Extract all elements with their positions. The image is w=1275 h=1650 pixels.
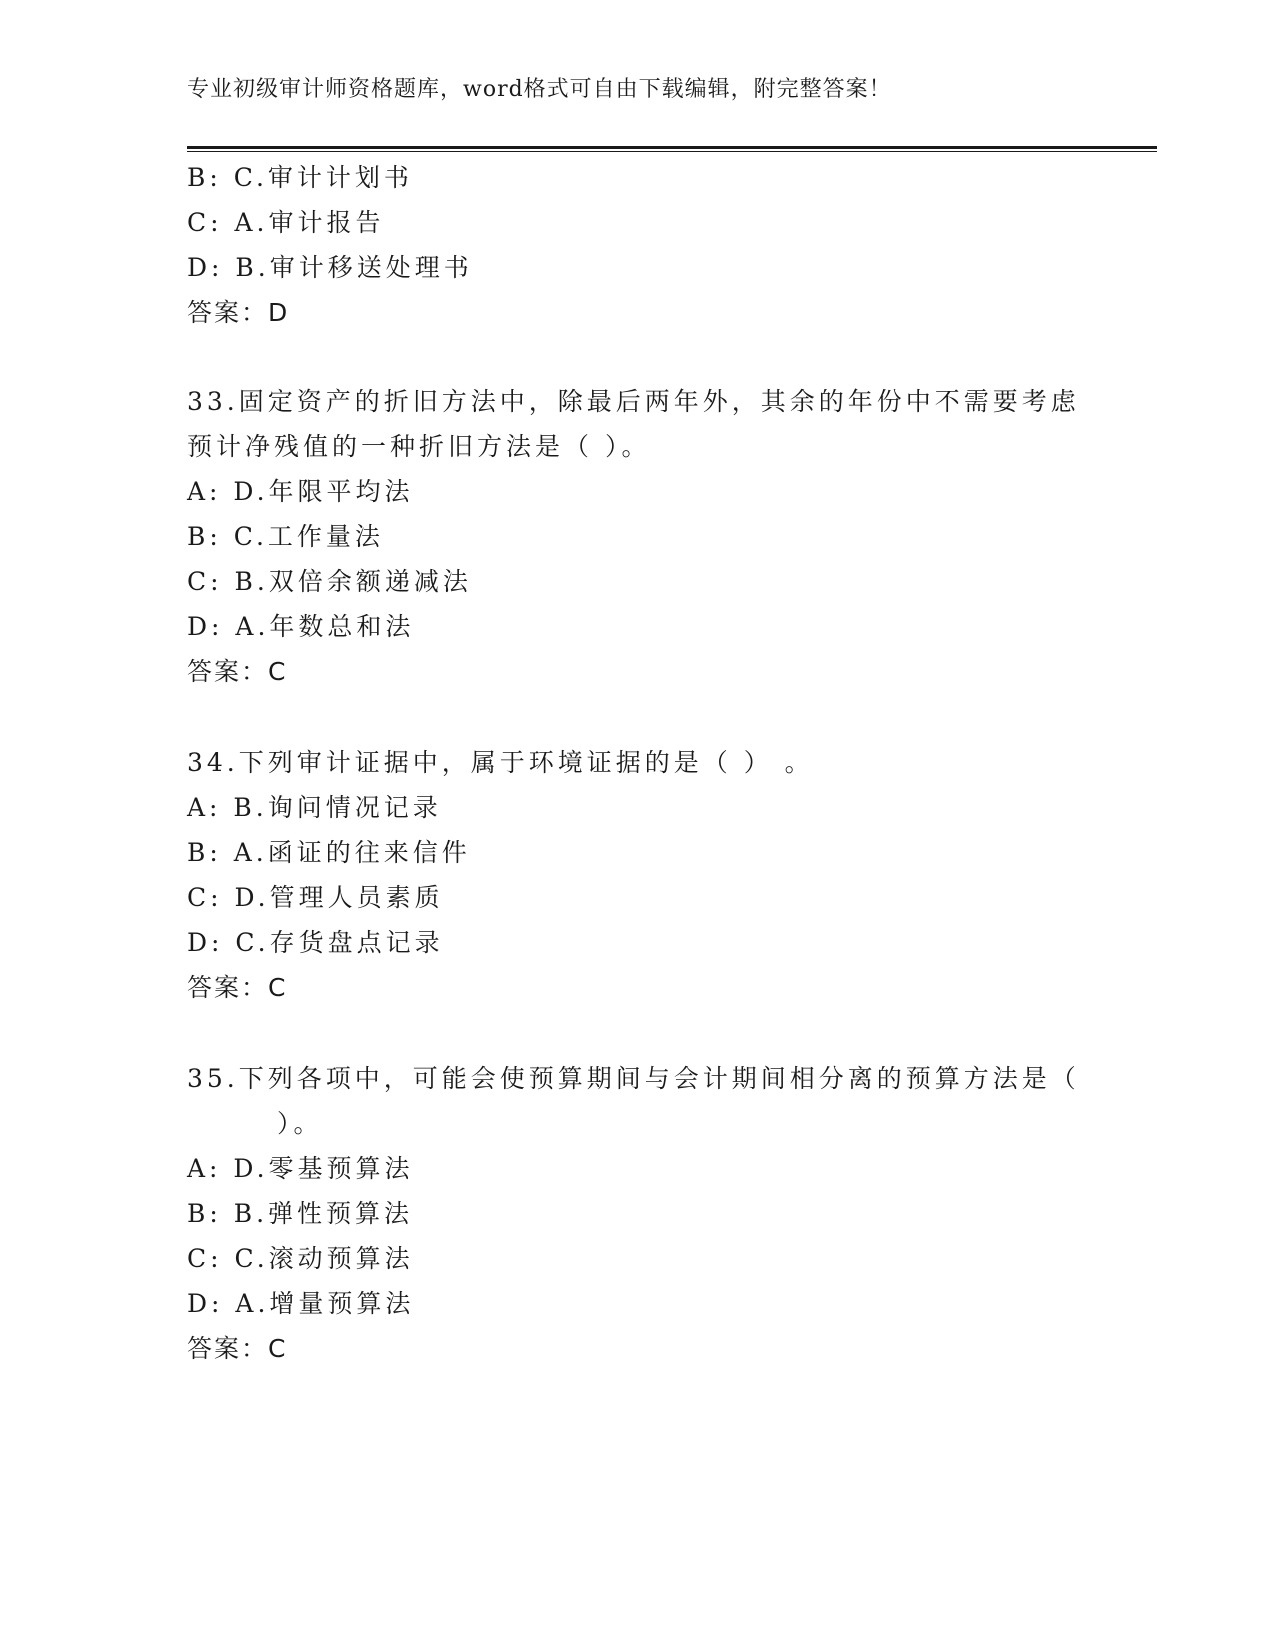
q34-stem-line1: 34.下列审计证据中，属于环境证据的是（ ） 。	[187, 748, 814, 777]
prev-option-d: D: B.审计移送处理书	[187, 253, 473, 282]
page-header: 专业初级审计师资格题库，word格式可自由下载编辑，附完整答案！	[187, 77, 892, 102]
q35-option-a: A: D.零基预算法	[187, 1154, 414, 1183]
q34-answer: 答案：C	[187, 973, 288, 1002]
q33-stem-line1: 33.固定资产的折旧方法中，除最后两年外，其余的年份中不需要考虑	[187, 387, 1080, 416]
q34-option-d: D: C.存货盘点记录	[187, 928, 444, 957]
q33-option-b: B: C.工作量法	[187, 522, 384, 551]
q34-option-a: A: B.询问情况记录	[187, 793, 442, 822]
q35-answer: 答案：C	[187, 1334, 288, 1363]
prev-option-c: C: A.审计报告	[187, 208, 385, 237]
q33-answer: 答案：C	[187, 657, 288, 686]
prev-answer: 答案：D	[187, 298, 290, 327]
q35-option-d: D: A.增量预算法	[187, 1289, 415, 1318]
q34-option-b: B: A.函证的往来信件	[187, 838, 471, 867]
q35-stem-line1: 35.下列各项中，可能会使预算期间与会计期间相分离的预算方法是（	[187, 1064, 1080, 1093]
header-rule-thick	[187, 146, 1157, 149]
q33-option-c: C: B.双倍余额递减法	[187, 567, 472, 596]
prev-option-b: B: C.审计计划书	[187, 163, 413, 192]
q33-option-a: A: D.年限平均法	[187, 477, 414, 506]
header-rule-thin	[187, 151, 1157, 152]
q35-stem-line2: ）。	[277, 1109, 323, 1138]
q33-stem-line2: 预计净残值的一种折旧方法是（ ）。	[187, 432, 651, 461]
q35-option-c: C: C.滚动预算法	[187, 1244, 414, 1273]
q34-option-c: C: D.管理人员素质	[187, 883, 444, 912]
q33-option-d: D: A.年数总和法	[187, 612, 415, 641]
q35-option-b: B: B.弹性预算法	[187, 1199, 414, 1228]
